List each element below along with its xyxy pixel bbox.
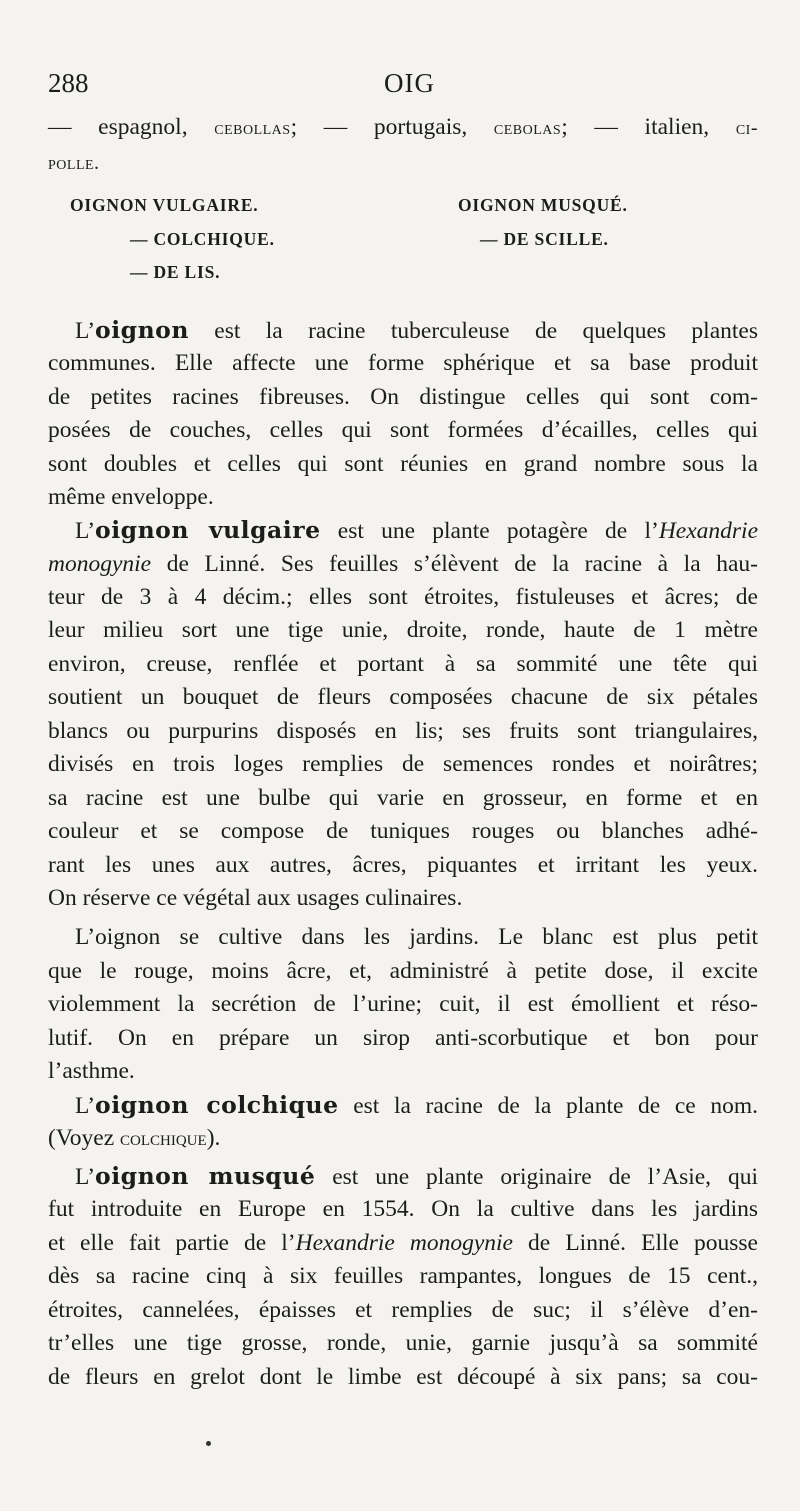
term-oignon-vulgaire: oignon vulgaire (95, 516, 321, 544)
ink-speck (206, 1441, 211, 1446)
term-oignon-musque: oignon musqué (95, 1162, 316, 1190)
translations-line-1: — espagnol, cebollas; — portugais, cebolas; — italien, ci- (48, 114, 758, 140)
term-oignon-colchique: oignon colchique (95, 1091, 339, 1119)
synonym-right-1: OIGNON MUSQUÉ. (458, 195, 628, 215)
cross-reference-colchique: colchique (120, 1126, 207, 1150)
term-oignon: oignon (95, 316, 189, 344)
synonym-left-1: OIGNON VULGAIRE. (70, 195, 259, 215)
synonym-left-3: — DE LIS. (130, 262, 221, 282)
synonym-left-2: — COLCHIQUE. (130, 229, 275, 249)
page-number: 288 (48, 68, 89, 98)
running-title: OIG (384, 68, 435, 98)
page-header (48, 68, 758, 108)
synonym-right-2: — DE SCILLE. (480, 229, 609, 249)
translations-line-2: polle. (48, 152, 100, 174)
